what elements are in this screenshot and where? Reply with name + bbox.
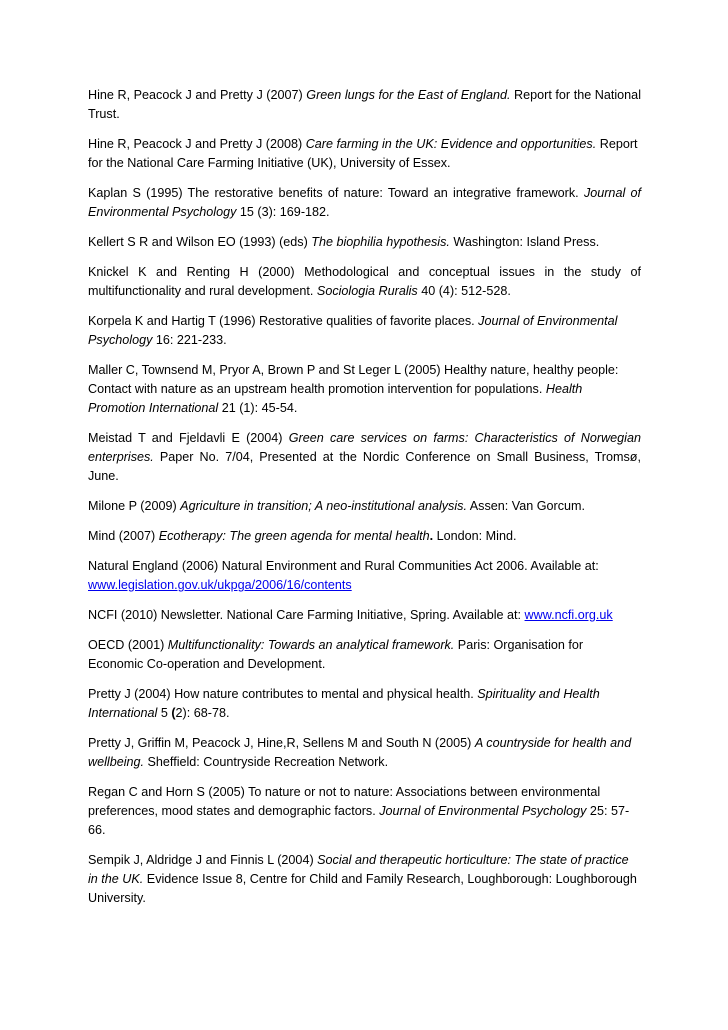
reference-entry bbox=[88, 135, 641, 173]
reference-link[interactable]: www.ncfi.org.uk bbox=[524, 608, 613, 622]
reference-title-italic: Care farming in the UK: Evidence and opportunities. bbox=[305, 137, 597, 151]
reference-entry bbox=[88, 361, 641, 418]
reference-entry bbox=[88, 606, 641, 625]
reference-text: Korpela K and Hartig T (1996) Restorative qualities of favorite places. bbox=[88, 314, 479, 328]
reference-text: Washington: Island Press. bbox=[449, 235, 600, 249]
reference-entry bbox=[88, 527, 641, 546]
reference-text: Maller C, Townsend M, Pryor A, Brown P and St Leger L (2005) Healthy nature, healthy people: Contact with nature as an upstream health promotion intervention for populations. bbox=[88, 363, 619, 396]
reference-text: Assen: Van Gorcum. bbox=[466, 499, 585, 513]
reference-entry bbox=[88, 734, 641, 772]
reference-text: Sheffield: Countryside Recreation Network. bbox=[144, 755, 389, 769]
reference-text: NCFI (2010) Newsletter. National Care Farming Initiative, Spring. Available at: bbox=[88, 608, 525, 622]
reference-entry bbox=[88, 429, 641, 486]
reference-title-italic: Green lungs for the East of England. bbox=[306, 88, 511, 102]
reference-title-italic: The biophilia hypothesis. bbox=[311, 235, 450, 249]
reference-title-italic: Journal of Environmental Psychology bbox=[379, 804, 587, 818]
reference-text: Evidence Issue 8, Centre for Child and Family Research, Loughborough: Loughborough University. bbox=[88, 872, 637, 905]
reference-title-italic: Journal of Environmental Psychology bbox=[88, 314, 618, 347]
reference-text: Pretty J, Griffin M, Peacock J, Hine,R, Sellens M and South N (2005) bbox=[88, 736, 475, 750]
reference-text: Regan C and Horn S (2005) To nature or not to nature: Associations between environmental preferences, mood states and demographic factors. bbox=[88, 785, 601, 818]
reference-entry bbox=[88, 557, 641, 595]
reference-text: Hine R, Peacock J and Pretty J (2007) bbox=[88, 88, 307, 102]
reference-title-italic: Multifunctionality: Towards an analytical framework. bbox=[167, 638, 455, 652]
reference-text-bold: . bbox=[429, 529, 434, 543]
reference-entry bbox=[88, 783, 641, 840]
reference-text: Knickel K and Renting H (2000) Methodological and conceptual issues in the study of multifunctionality and rural development. bbox=[88, 265, 641, 298]
reference-text: 2): 68-78. bbox=[175, 706, 230, 720]
reference-text: Paris: Organisation for Economic Co-operation and Development. bbox=[88, 638, 584, 671]
reference-text: 16: 221-233. bbox=[152, 333, 227, 347]
reference-text: London: Mind. bbox=[433, 529, 517, 543]
reference-text: 40 (4): 512-528. bbox=[417, 284, 511, 298]
reference-text-bold: ( bbox=[171, 706, 176, 720]
reference-entry bbox=[88, 233, 641, 252]
reference-entry bbox=[88, 685, 641, 723]
reference-entry bbox=[88, 86, 641, 124]
reference-text: Kellert S R and Wilson EO (1993) (eds) bbox=[88, 235, 312, 249]
reference-title-italic: Journal of Environmental Psychology bbox=[88, 186, 642, 219]
reference-entry bbox=[88, 184, 641, 222]
reference-entry bbox=[88, 851, 641, 908]
reference-title-italic: Social and therapeutic horticulture: The state of practice in the UK. bbox=[88, 853, 629, 886]
reference-text: Sempik J, Aldridge J and Finnis L (2004) bbox=[88, 853, 318, 867]
reference-text: Meistad T and Fjeldavli E (2004) bbox=[88, 431, 289, 445]
reference-entry bbox=[88, 312, 641, 350]
reference-title-italic: Ecotherapy: The green agenda for mental health bbox=[158, 529, 430, 543]
reference-text: 5 bbox=[157, 706, 172, 720]
reference-text: Report for the National Trust. bbox=[88, 88, 641, 121]
reference-title-italic: Sociologia Ruralis bbox=[316, 284, 418, 298]
reference-entry bbox=[88, 497, 641, 516]
reference-entry bbox=[88, 263, 641, 301]
reference-text: Milone P (2009) bbox=[88, 499, 181, 513]
reference-text: 15 (3): 169-182. bbox=[236, 205, 330, 219]
reference-link[interactable]: www.legislation.gov.uk/ukpga/2006/16/contents bbox=[88, 578, 352, 592]
reference-text: 21 (1): 45-54. bbox=[218, 401, 298, 415]
reference-title-italic: Agriculture in transition; A neo-institutional analysis. bbox=[180, 499, 467, 513]
reference-text: Pretty J (2004) How nature contributes to mental and physical health. bbox=[88, 687, 478, 701]
reference-text: Kaplan S (1995) The restorative benefits of nature: Toward an integrative framework. bbox=[88, 186, 584, 200]
reference-text: OECD (2001) bbox=[88, 638, 168, 652]
reference-text: Mind (2007) bbox=[88, 529, 159, 543]
reference-entry bbox=[88, 636, 641, 674]
reference-text: 25: 57-66. bbox=[88, 804, 630, 837]
reference-list bbox=[88, 86, 641, 919]
reference-title-italic: Green care services on farms: Characteristics of Norwegian enterprises. bbox=[88, 431, 641, 464]
reference-title-italic: Spirituality and Health International bbox=[88, 687, 600, 720]
reference-title-italic: Health Promotion International bbox=[88, 382, 583, 415]
reference-text: Hine R, Peacock J and Pretty J (2008) bbox=[88, 137, 306, 151]
reference-text: Paper No. 7/04, Presented at the Nordic Conference on Small Business, Tromsø, June. bbox=[88, 450, 641, 483]
reference-title-italic: A countryside for health and wellbeing. bbox=[88, 736, 632, 769]
reference-text: Natural England (2006) Natural Environment and Rural Communities Act 2006. Available at: bbox=[88, 559, 599, 573]
reference-text: Report for the National Care Farming Initiative (UK), University of Essex. bbox=[88, 137, 638, 170]
